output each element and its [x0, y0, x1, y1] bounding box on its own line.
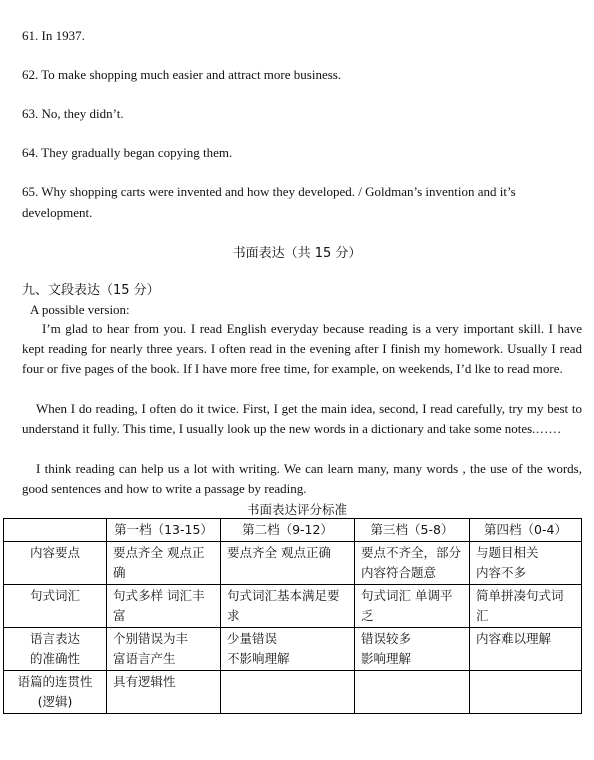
essay-paragraph-2: When I do reading, I often do it twice. First, I get the main idea, second, I read carefully, try my best to understand it fully. This time, I usually look up the new words in a dictionary and take some notes.……: [22, 401, 582, 436]
rubric-row-header: 句式词汇: [4, 585, 107, 628]
rubric-cell: 句式词汇基本满足要求: [221, 585, 355, 628]
writing-section-title: 书面表达（共 15 分）: [232, 246, 362, 261]
rubric-row-header: 语言表达 的准确性: [4, 628, 107, 671]
answer-61: 61. In 1937.: [22, 28, 85, 43]
rubric-cell: [470, 671, 582, 714]
rubric-row: [4, 628, 582, 671]
rubric-row: [4, 542, 582, 585]
answer-63: 63. No, they didn’t.: [22, 106, 124, 121]
rubric-cell: [221, 671, 355, 714]
rubric-row: [4, 671, 582, 714]
rubric-cell: 句式多样 词汇丰富: [107, 585, 221, 628]
rubric-cell: [355, 671, 470, 714]
essay-paragraph-1: I’m glad to hear from you. I read English everyday because reading is a very important skill. I have kept reading for nearly three years. I often read in the evening after I finish my homework. Usually I read four or five pages of the book. If I have more free time, for example, on weekends, I’d lke to read more.: [22, 321, 582, 376]
rubric-cell: 少量错误 不影响理解: [221, 628, 355, 671]
rubric-cell: 内容难以理解: [470, 628, 582, 671]
rubric-cell: 简单拼凑句式词汇: [470, 585, 582, 628]
answer-62: 62. To make shopping much easier and attract more business.: [22, 67, 342, 82]
rubric-cell: 个别错误为丰 富语言产生: [107, 628, 221, 671]
rubric-title: 书面表达评分标准: [246, 502, 347, 517]
rubric-cell: 要点齐全 观点正确: [221, 542, 355, 585]
rubric-header-cell: [4, 519, 107, 542]
rubric-cell: 具有逻辑性: [107, 671, 221, 714]
answer-64: 64. They gradually began copying them.: [22, 145, 233, 160]
rubric-cell: 错误较多 影响理解: [355, 628, 470, 671]
rubric-header-cell: 第三档（5-8）: [355, 519, 470, 542]
rubric-cell: 要点不齐全，部分内容符合题意: [355, 542, 470, 585]
rubric-row-header: 内容要点: [4, 542, 107, 585]
answer-65: 65. Why shopping carts were invented and how they developed. / Goldman’s invention and it’s development.: [22, 184, 516, 220]
essay-paragraph-3: I think reading can help us a lot with writing. We can learn many, many words , the use of the words, good sentences and how to write a passage by reading.: [22, 461, 582, 496]
rubric-table: [3, 518, 582, 714]
rubric-header-row: [4, 519, 582, 542]
rubric-row-header: 语篇的连贯性 (逻辑): [4, 671, 107, 714]
rubric-cell: 要点齐全 观点正确: [107, 542, 221, 585]
rubric-cell: 句式词汇 单调平乏: [355, 585, 470, 628]
rubric-header-cell: 第四档（0-4）: [470, 519, 582, 542]
rubric-cell: 与题目相关 内容不多: [470, 542, 582, 585]
possible-version-label: A possible version:: [30, 302, 130, 317]
section-heading: 九、文段表达（15 分）: [22, 283, 160, 298]
rubric-header-cell: 第一档（13-15）: [107, 519, 221, 542]
rubric-row: [4, 585, 582, 628]
rubric-header-cell: 第二档（9-12）: [221, 519, 355, 542]
